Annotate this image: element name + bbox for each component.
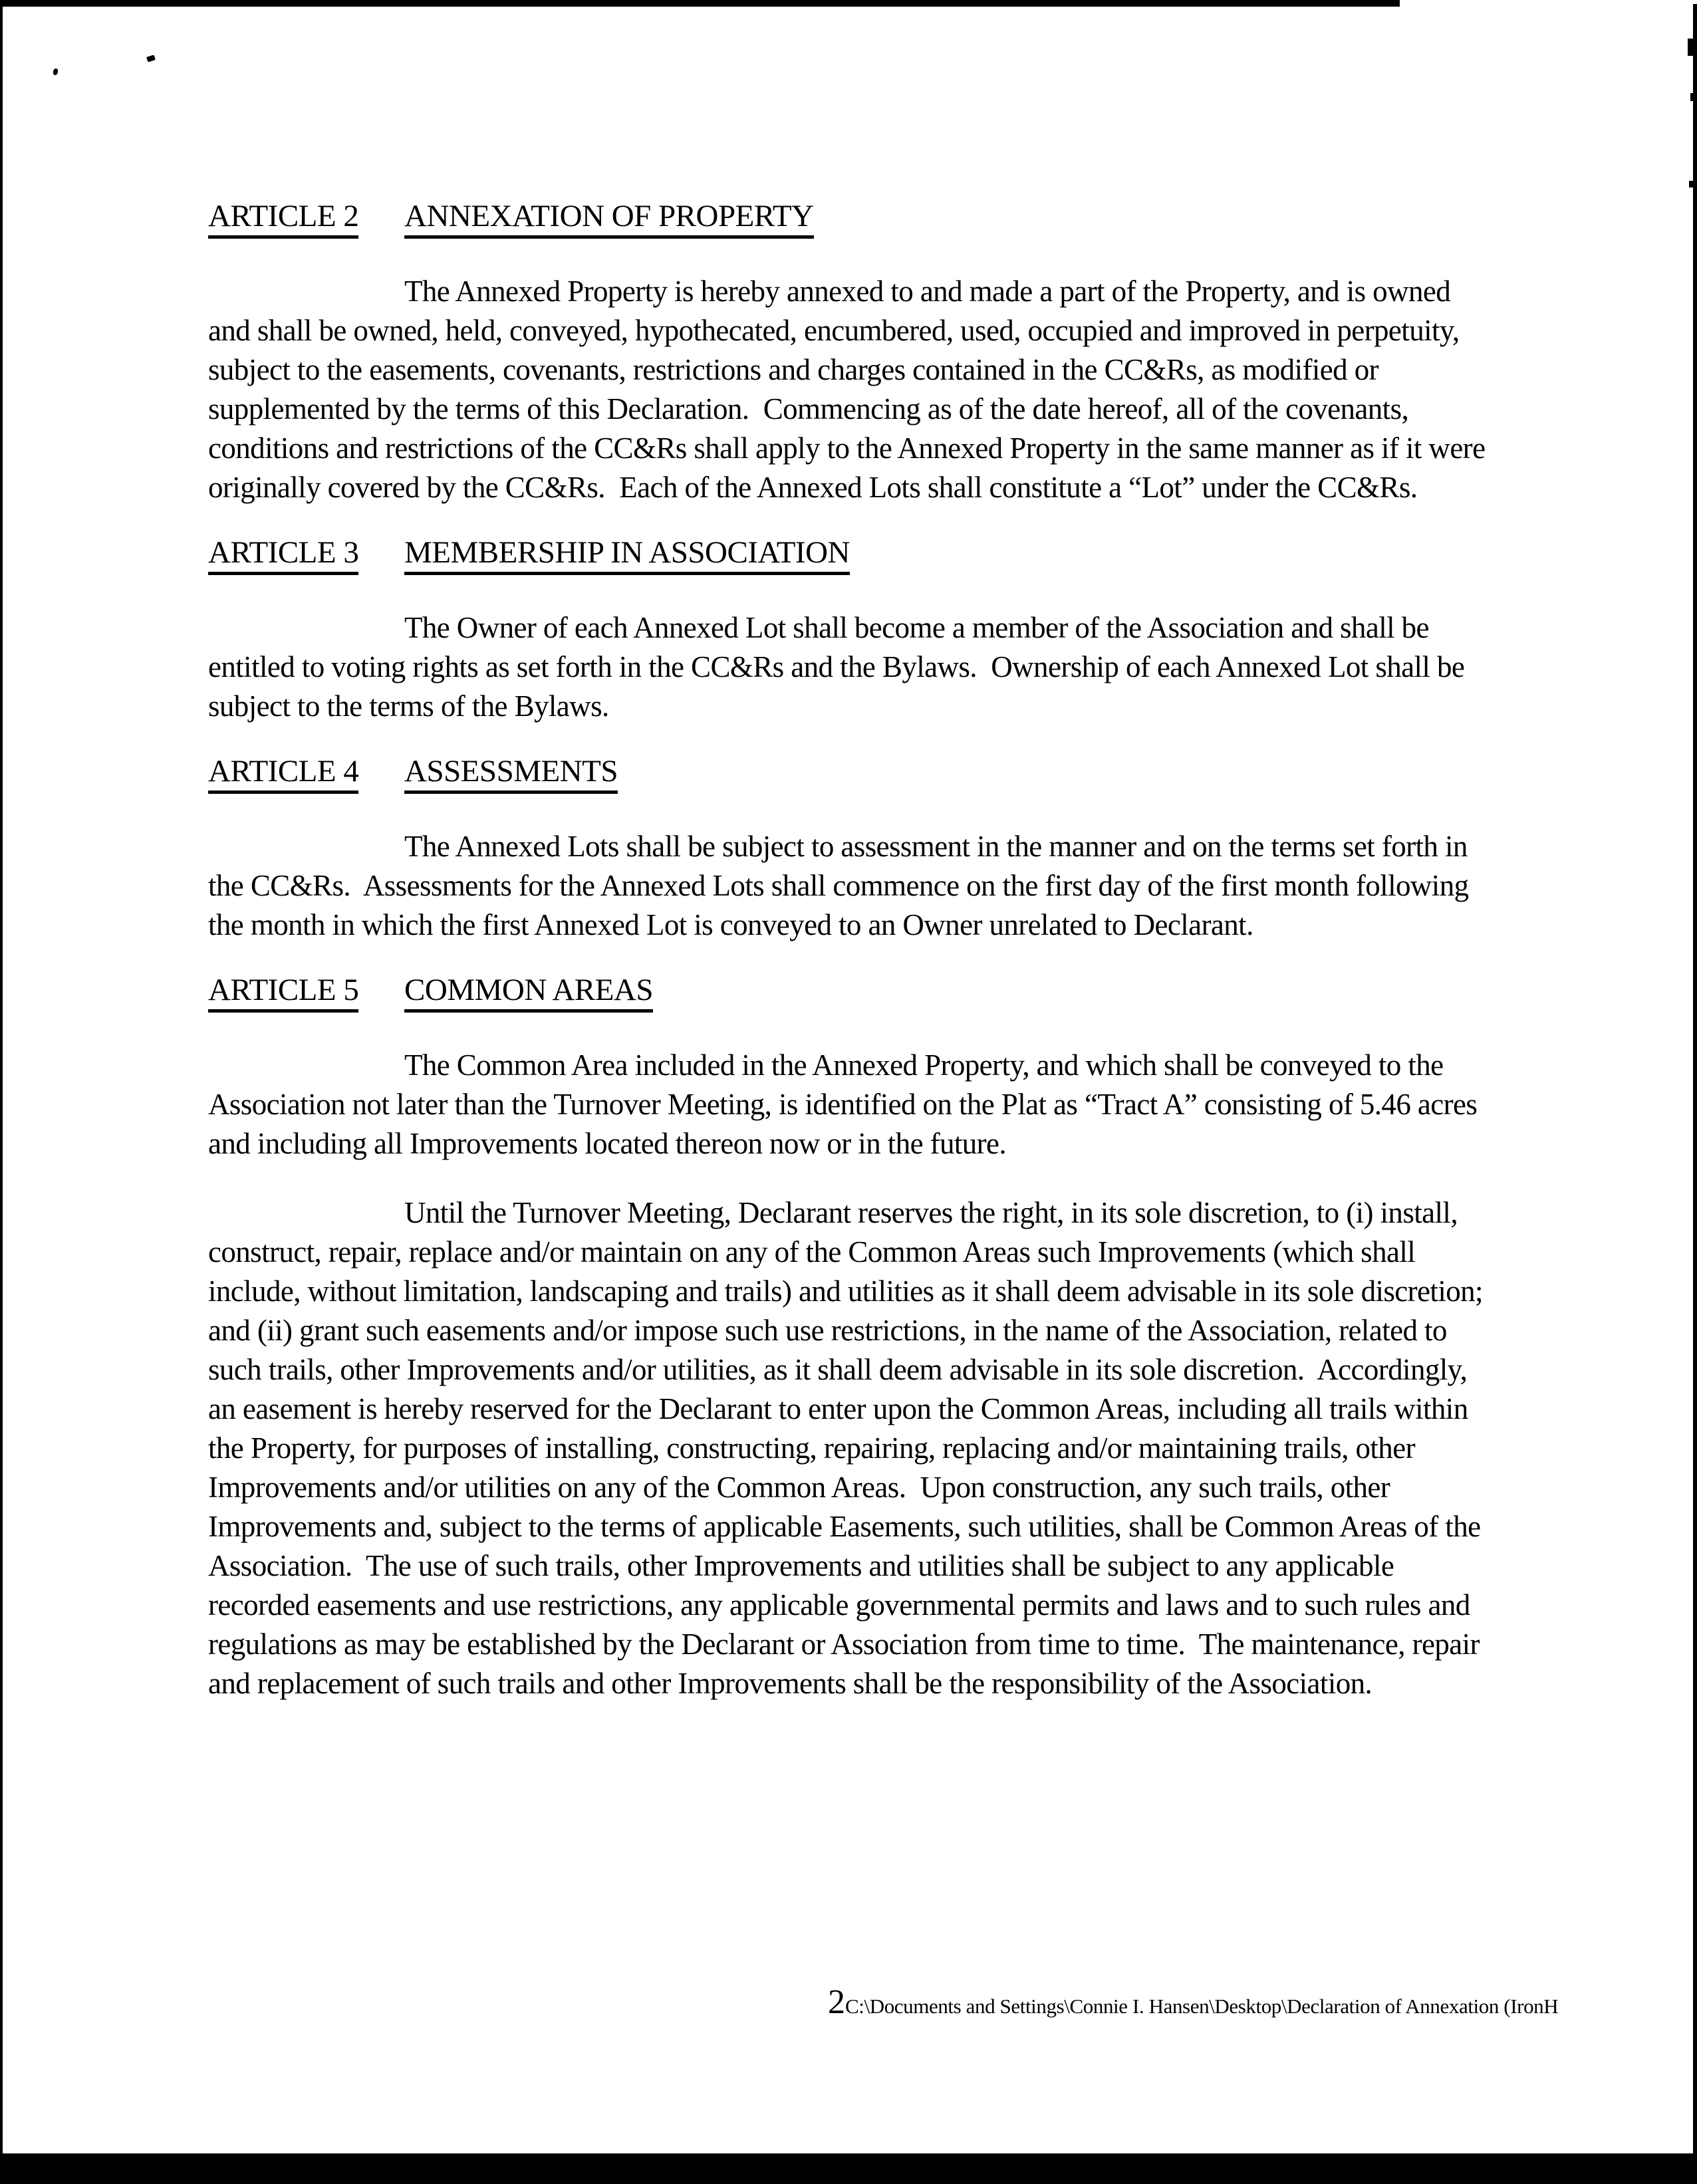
article-section bbox=[208, 533, 1498, 726]
scan-border-bottom bbox=[0, 2153, 1697, 2184]
article-label-cell bbox=[208, 970, 404, 1010]
article-heading bbox=[208, 196, 1498, 236]
article-paragraphs bbox=[208, 608, 1498, 726]
article-section bbox=[208, 196, 1498, 507]
scan-artifact bbox=[53, 68, 59, 75]
article-title: ASSESSMENTS bbox=[404, 754, 618, 794]
article-label: ARTICLE 5 bbox=[208, 973, 358, 1013]
article-title: COMMON AREAS bbox=[404, 973, 653, 1013]
paragraph: The Common Area included in the Annexed Property, and which shall be conveyed to the Association not later than the Turnover Meeting, is identified on the Plat as “Tract A” consisting of 5.46 acres and including all Improvements located thereon now or in the future. bbox=[208, 1048, 1484, 1160]
scan-border-right bbox=[1693, 4, 1697, 2184]
article-label: ARTICLE 2 bbox=[208, 199, 358, 239]
page-number: 2 bbox=[828, 1983, 845, 2021]
paragraph: The Annexed Property is hereby annexed to and made a part of the Property, and is owned and shall be owned, held, conveyed, hypothecated, encumbered, used, occupied and improved in perpetuity, subject to the easements, covenants, restrictions and charges contained in the CC&Rs, as modified or supplemented by the terms of this Declaration. Commencing as of the date hereof, all of the covenants, conditions and restrictions of the CC&Rs shall apply to the Annexed Property in the same manner as if it were originally covered by the CC&Rs. Each of the Annexed Lots shall constitute a “Lot” under the CC&Rs. bbox=[208, 275, 1493, 504]
scan-artifact bbox=[146, 55, 156, 62]
footer-file-path: C:\Documents and Settings\Connie I. Hansen\Desktop\Declaration of Annexation (IronH bbox=[845, 1995, 1559, 2018]
article-label-cell bbox=[208, 196, 404, 236]
article-label: ARTICLE 4 bbox=[208, 754, 358, 794]
paragraph: Until the Turnover Meeting, Declarant reserves the right, in its sole discretion, to (i) install, construct, repair, replace and/or maintain on any of the Common Areas such Improvements (which shall include, without limitation, landscaping and trails) and utilities as it shall deem advisable in its sole discretion; and (ii) grant such easements and/or impose such use restrictions, in the name of the Association, related to such trails, other Improvements and/or utilities, as it shall deem advisable in its sole discretion. Accordingly, an easement is hereby reserved for the Declarant to enter upon the Common Areas, including all trails within the Property, for purposes of installing, constructing, repairing, replacing and/or maintaining trails, other Improvements and/or utilities on any of the Common Areas. Upon construction, any such trails, other Improvements and, subject to the terms of applicable Easements, such utilities, shall be Common Areas of the Association. The use of such trails, other Improvements and utilities shall be subject to any applicable recorded easements and use restrictions, any applicable governmental permits and laws and to such rules and regulations as may be established by the Declarant or Association from time to time. The maintenance, repair and replacement of such trails and other Improvements shall be the responsibility of the Association. bbox=[208, 1196, 1490, 1700]
article-label-cell bbox=[208, 533, 404, 572]
scan-border-left bbox=[0, 0, 3, 2184]
paragraph: The Owner of each Annexed Lot shall become a member of the Association and shall be entitled to voting rights as set forth in the CC&Rs and the Bylaws. Ownership of each Annexed Lot shall be subject to the terms of the Bylaws. bbox=[208, 611, 1472, 723]
document-body bbox=[208, 196, 1498, 1703]
article-paragraphs bbox=[208, 272, 1498, 507]
article-paragraphs bbox=[208, 827, 1498, 945]
article-section bbox=[208, 751, 1498, 945]
scan-artifact bbox=[1689, 181, 1697, 187]
article-label: ARTICLE 3 bbox=[208, 535, 358, 575]
article-label-cell bbox=[208, 751, 404, 791]
article-paragraphs bbox=[208, 1046, 1498, 1703]
article-title: ANNEXATION OF PROPERTY bbox=[404, 199, 814, 239]
article-title: MEMBERSHIP IN ASSOCIATION bbox=[404, 535, 850, 575]
article-heading bbox=[208, 751, 1498, 791]
page-footer bbox=[828, 1983, 1558, 2022]
paragraph: The Annexed Lots shall be subject to assessment in the manner and on the terms set forth in the CC&Rs. Assessments for the Annexed Lots shall commence on the first day of the first month following the month in which the first Annexed Lot is conveyed to an Owner unrelated to Declarant. bbox=[208, 830, 1476, 941]
article-section bbox=[208, 970, 1498, 1703]
article-heading bbox=[208, 533, 1498, 572]
scan-border-top bbox=[0, 0, 1400, 7]
scan-artifact bbox=[1688, 39, 1697, 56]
scan-artifact bbox=[1690, 93, 1697, 101]
article-heading bbox=[208, 970, 1498, 1010]
